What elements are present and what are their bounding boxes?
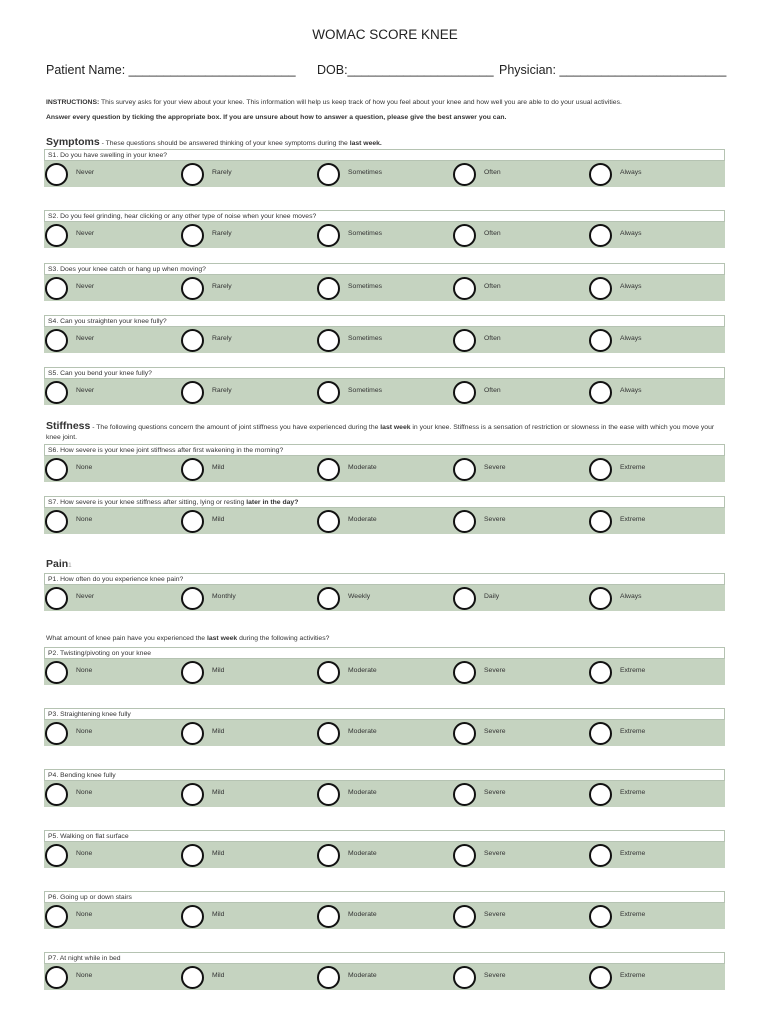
radio-circle-icon[interactable] — [589, 277, 612, 300]
answer-option-label: Severe — [484, 911, 506, 918]
question-label: S6. How severe is your knee joint stiffness after first wakening in the morning? — [44, 444, 725, 456]
answer-option[interactable] — [588, 161, 724, 187]
answer-option-label: Daily — [484, 593, 500, 600]
symptoms-heading: Symptoms — [46, 136, 100, 148]
symptoms-desc: - These questions should be answered thinking of your knee symptoms during the — [99, 140, 350, 147]
answer-option-label: Moderate — [348, 667, 377, 674]
radio-circle-icon[interactable] — [317, 458, 340, 481]
answer-option-label: Extreme — [620, 667, 646, 674]
question-label — [44, 496, 725, 508]
answer-option[interactable] — [316, 659, 452, 685]
radio-circle-icon[interactable] — [317, 905, 340, 928]
answer-option[interactable] — [180, 842, 316, 868]
stiffness-heading: Stiffness — [46, 420, 91, 432]
answer-option[interactable] — [588, 964, 724, 990]
answer-option[interactable] — [180, 161, 316, 187]
radio-circle-icon[interactable] — [181, 224, 204, 247]
question-label: S5. Can you bend your knee fully? — [44, 367, 725, 379]
pain-intro-text: What amount of knee pain have you experienced the — [46, 635, 207, 642]
answer-option-label: Often — [484, 230, 501, 237]
pain-intro-bold: last week — [206, 635, 238, 642]
radio-circle-icon[interactable] — [317, 722, 340, 745]
answer-option[interactable] — [452, 842, 588, 868]
answer-option-label: Moderate — [348, 850, 377, 857]
answer-option[interactable] — [452, 659, 588, 685]
question-label: S1. Do you have swelling in your knee? — [44, 149, 725, 161]
answer-option[interactable] — [180, 964, 316, 990]
answer-option[interactable] — [44, 161, 180, 187]
radio-circle-icon[interactable] — [453, 458, 476, 481]
answer-option[interactable] — [180, 275, 316, 301]
radio-circle-icon[interactable] — [181, 163, 204, 186]
radio-circle-icon[interactable] — [453, 783, 476, 806]
radio-circle-icon[interactable] — [453, 722, 476, 745]
radio-circle-icon[interactable] — [181, 661, 204, 684]
radio-circle-icon[interactable] — [181, 783, 204, 806]
answer-options-row — [44, 508, 725, 534]
answer-option[interactable] — [44, 585, 180, 611]
answer-option-label: Never — [76, 230, 95, 237]
answer-option-label: Often — [484, 335, 501, 342]
answer-option-label: Often — [484, 169, 501, 176]
answer-option-label: Rarely — [212, 387, 232, 394]
answer-option-label: Never — [76, 593, 95, 600]
radio-circle-icon[interactable] — [181, 277, 204, 300]
answer-option-label: Extreme — [620, 972, 646, 979]
radio-circle-icon[interactable] — [589, 329, 612, 352]
pain-heading-sup: 1 — [68, 563, 72, 569]
answer-option[interactable] — [180, 659, 316, 685]
radio-circle-icon[interactable] — [317, 381, 340, 404]
answer-option-label: Severe — [484, 789, 506, 796]
answer-option[interactable] — [588, 275, 724, 301]
answer-option[interactable] — [44, 456, 180, 482]
answer-option-label: Severe — [484, 728, 506, 735]
answer-option[interactable] — [588, 379, 724, 405]
answer-options-row — [44, 222, 725, 248]
answer-option[interactable] — [316, 508, 452, 534]
answer-option[interactable] — [44, 659, 180, 685]
answer-option-label: Moderate — [348, 516, 377, 523]
answer-option[interactable] — [588, 842, 724, 868]
answer-option[interactable] — [180, 781, 316, 807]
radio-circle-icon[interactable] — [45, 587, 68, 610]
answer-option[interactable] — [452, 327, 588, 353]
answer-option[interactable] — [44, 275, 180, 301]
radio-circle-icon[interactable] — [45, 783, 68, 806]
radio-circle-icon[interactable] — [181, 966, 204, 989]
question-label: P3. Straightening knee fully — [44, 708, 725, 720]
answer-option[interactable] — [316, 379, 452, 405]
answer-options-row — [44, 903, 725, 929]
answer-option-label: Sometimes — [348, 283, 382, 290]
radio-circle-icon[interactable] — [181, 844, 204, 867]
answer-option-label: Always — [620, 230, 642, 237]
answer-option-label: Moderate — [348, 728, 377, 735]
answer-option-label: Severe — [484, 516, 506, 523]
radio-circle-icon[interactable] — [453, 661, 476, 684]
dob-field[interactable]: DOB:_____________________ — [317, 63, 494, 77]
answer-option-label: Extreme — [620, 911, 646, 918]
radio-circle-icon[interactable] — [317, 510, 340, 533]
answer-option-label: Mild — [212, 789, 225, 796]
radio-circle-icon[interactable] — [589, 722, 612, 745]
answer-option-label: Always — [620, 387, 642, 394]
answer-options-row — [44, 781, 725, 807]
answer-option-label: Extreme — [620, 789, 646, 796]
pain-section-header — [46, 558, 72, 570]
question-label-bold: later in the day? — [246, 499, 299, 506]
answer-option-label: Always — [620, 169, 642, 176]
radio-circle-icon[interactable] — [589, 224, 612, 247]
answer-option[interactable] — [588, 659, 724, 685]
radio-circle-icon[interactable] — [181, 381, 204, 404]
answer-option[interactable] — [180, 379, 316, 405]
radio-circle-icon[interactable] — [45, 163, 68, 186]
question-label: P2. Twisting/pivoting on your knee — [44, 647, 725, 659]
answer-option-label: Always — [620, 283, 642, 290]
answer-options-row — [44, 659, 725, 685]
radio-circle-icon[interactable] — [589, 587, 612, 610]
radio-circle-icon[interactable] — [453, 163, 476, 186]
answer-option-label: Rarely — [212, 169, 232, 176]
answer-option[interactable] — [316, 585, 452, 611]
radio-circle-icon[interactable] — [45, 905, 68, 928]
answer-option-label: Extreme — [620, 850, 646, 857]
answer-option-label: Sometimes — [348, 335, 382, 342]
radio-circle-icon[interactable] — [589, 905, 612, 928]
radio-circle-icon[interactable] — [317, 783, 340, 806]
radio-circle-icon[interactable] — [453, 329, 476, 352]
answer-option[interactable] — [44, 781, 180, 807]
radio-circle-icon[interactable] — [45, 722, 68, 745]
instructions — [46, 99, 622, 106]
answer-option[interactable] — [588, 585, 724, 611]
radio-circle-icon[interactable] — [589, 661, 612, 684]
radio-circle-icon[interactable] — [317, 587, 340, 610]
answer-option[interactable] — [316, 222, 452, 248]
answer-option-label: Mild — [212, 728, 225, 735]
answer-option-label: Never — [76, 387, 95, 394]
answer-option-label: Never — [76, 335, 95, 342]
stiffness-desc: - The following questions concern the amount of joint stiffness you have experienced during the — [90, 424, 381, 431]
radio-circle-icon[interactable] — [317, 844, 340, 867]
answer-option[interactable] — [452, 222, 588, 248]
answer-option-label: Never — [76, 283, 95, 290]
answer-option[interactable] — [180, 327, 316, 353]
answer-option[interactable] — [452, 720, 588, 746]
answer-option-label: Moderate — [348, 464, 377, 471]
question-label: S2. Do you feel grinding, hear clicking or any other type of noise when your knee moves? — [44, 210, 725, 222]
answer-options-row — [44, 585, 725, 611]
instructions-label: INSTRUCTIONS: — [46, 99, 100, 106]
answer-option[interactable] — [44, 720, 180, 746]
answer-option-label: Extreme — [620, 464, 646, 471]
answer-option[interactable] — [452, 508, 588, 534]
question-label: S3. Does your knee catch or hang up when moving? — [44, 263, 725, 275]
answer-option-label: None — [76, 516, 93, 523]
answer-option-label: Monthly — [212, 593, 236, 600]
answer-option[interactable] — [588, 903, 724, 929]
answer-option-label: Mild — [212, 972, 225, 979]
radio-circle-icon[interactable] — [589, 381, 612, 404]
radio-circle-icon[interactable] — [453, 905, 476, 928]
answer-option[interactable] — [588, 222, 724, 248]
radio-circle-icon[interactable] — [45, 844, 68, 867]
answer-option-label: Mild — [212, 911, 225, 918]
answer-option[interactable] — [316, 842, 452, 868]
answer-option[interactable] — [452, 585, 588, 611]
answer-option[interactable] — [180, 903, 316, 929]
radio-circle-icon[interactable] — [453, 587, 476, 610]
form-title: WOMAC SCORE KNEE — [312, 27, 458, 42]
radio-circle-icon[interactable] — [181, 587, 204, 610]
radio-circle-icon[interactable] — [317, 329, 340, 352]
question-label: P7. At night while in bed — [44, 952, 725, 964]
answer-option[interactable] — [452, 275, 588, 301]
answer-option-label: Often — [484, 283, 501, 290]
answer-option-label: Mild — [212, 667, 225, 674]
answer-option[interactable] — [316, 903, 452, 929]
answer-option-label: None — [76, 911, 93, 918]
answer-option[interactable] — [316, 456, 452, 482]
answer-option[interactable] — [452, 964, 588, 990]
radio-circle-icon[interactable] — [589, 510, 612, 533]
answer-options-row — [44, 327, 725, 353]
radio-circle-icon[interactable] — [45, 458, 68, 481]
answer-option[interactable] — [452, 379, 588, 405]
radio-circle-icon[interactable] — [45, 329, 68, 352]
answer-options-row — [44, 720, 725, 746]
answer-option-label: Mild — [212, 850, 225, 857]
answer-option[interactable] — [180, 720, 316, 746]
answer-options-row — [44, 379, 725, 405]
radio-circle-icon[interactable] — [181, 905, 204, 928]
answer-option[interactable] — [588, 508, 724, 534]
radio-circle-icon[interactable] — [317, 224, 340, 247]
question-label-text: S7. How severe is your knee stiffness after sitting, lying or resting — [48, 499, 247, 506]
answer-option-label: Severe — [484, 667, 506, 674]
answer-option-label: Rarely — [212, 335, 232, 342]
stiffness-desc-rest: in your knee. Stiffness is a sensation of restriction or slowness in the ease with which you move your knee joint. — [46, 424, 715, 441]
answer-option-label: Severe — [484, 464, 506, 471]
patient-name-field[interactable]: Patient Name: ________________________ — [46, 63, 296, 77]
radio-circle-icon[interactable] — [317, 966, 340, 989]
radio-circle-icon[interactable] — [45, 381, 68, 404]
answer-option-label: Extreme — [620, 728, 646, 735]
radio-circle-icon[interactable] — [317, 661, 340, 684]
question-label: P5. Walking on flat surface — [44, 830, 725, 842]
question-label: S4. Can you straighten your knee fully? — [44, 315, 725, 327]
radio-circle-icon[interactable] — [589, 844, 612, 867]
answer-option-label: Always — [620, 593, 642, 600]
answer-option-label: Always — [620, 335, 642, 342]
answer-option-label: None — [76, 972, 93, 979]
radio-circle-icon[interactable] — [453, 510, 476, 533]
pain-intro — [46, 635, 329, 642]
question-label: P4. Bending knee fully — [44, 769, 725, 781]
radio-circle-icon[interactable] — [317, 163, 340, 186]
answer-option[interactable] — [316, 161, 452, 187]
radio-circle-icon[interactable] — [181, 458, 204, 481]
answer-option-label: None — [76, 789, 93, 796]
answer-option-label: Mild — [212, 516, 225, 523]
answer-option[interactable] — [180, 222, 316, 248]
answer-option-label: Never — [76, 169, 95, 176]
answer-options-row — [44, 964, 725, 990]
answer-option-label: Moderate — [348, 911, 377, 918]
answer-option-label: Sometimes — [348, 387, 382, 394]
radio-circle-icon[interactable] — [317, 277, 340, 300]
radio-circle-icon[interactable] — [589, 783, 612, 806]
physician-field[interactable]: Physician: ________________________ — [499, 63, 727, 77]
answer-option-label: Extreme — [620, 516, 646, 523]
radio-circle-icon[interactable] — [589, 458, 612, 481]
answer-options-row — [44, 161, 725, 187]
answer-option[interactable] — [316, 720, 452, 746]
answer-option[interactable] — [44, 327, 180, 353]
answer-option[interactable] — [44, 842, 180, 868]
symptoms-section-header — [46, 136, 382, 148]
answer-option[interactable] — [588, 456, 724, 482]
stiffness-desc-bold: last week — [380, 424, 411, 431]
answer-option-label: Rarely — [212, 230, 232, 237]
pain-intro-rest: during the following activities? — [237, 635, 330, 642]
radio-circle-icon[interactable] — [453, 844, 476, 867]
answer-option-label: Sometimes — [348, 230, 382, 237]
answer-options-row — [44, 275, 725, 301]
answer-option-label: Moderate — [348, 789, 377, 796]
answer-option[interactable] — [44, 222, 180, 248]
answer-option-label: Moderate — [348, 972, 377, 979]
answer-options-row — [44, 456, 725, 482]
radio-circle-icon[interactable] — [453, 381, 476, 404]
radio-circle-icon[interactable] — [181, 329, 204, 352]
answer-option[interactable] — [44, 964, 180, 990]
answer-option[interactable] — [44, 379, 180, 405]
answer-option[interactable] — [44, 903, 180, 929]
answer-option[interactable] — [316, 275, 452, 301]
answer-option-label: Often — [484, 387, 501, 394]
question-label: P1. How often do you experience knee pain? — [44, 573, 725, 585]
question-label: P6. Going up or down stairs — [44, 891, 725, 903]
answer-option-label: None — [76, 728, 93, 735]
radio-circle-icon[interactable] — [453, 966, 476, 989]
answer-option-label: Sometimes — [348, 169, 382, 176]
answer-option-label: None — [76, 667, 93, 674]
answer-option[interactable] — [180, 585, 316, 611]
answer-options-row — [44, 842, 725, 868]
radio-circle-icon[interactable] — [589, 966, 612, 989]
answer-option[interactable] — [452, 161, 588, 187]
radio-circle-icon[interactable] — [45, 966, 68, 989]
radio-circle-icon[interactable] — [181, 510, 204, 533]
radio-circle-icon[interactable] — [453, 224, 476, 247]
answer-option[interactable] — [588, 781, 724, 807]
stiffness-section-header — [46, 421, 726, 443]
radio-circle-icon[interactable] — [453, 277, 476, 300]
answer-option-label: None — [76, 850, 93, 857]
instructions-text: This survey asks for your view about your knee. This information will help us keep track of how you feel about your knee and how well you are able to do your usual activities. — [99, 99, 622, 106]
answer-option[interactable] — [588, 720, 724, 746]
instructions-line2: Answer every question by ticking the appropriate box. If you are unsure about how to answer a question, please give the best answer you can. — [46, 114, 507, 121]
answer-option-label: Rarely — [212, 283, 232, 290]
answer-option[interactable] — [316, 327, 452, 353]
radio-circle-icon[interactable] — [45, 510, 68, 533]
answer-option[interactable] — [452, 903, 588, 929]
answer-option-label: Weekly — [348, 593, 371, 600]
answer-option[interactable] — [588, 327, 724, 353]
radio-circle-icon[interactable] — [589, 163, 612, 186]
answer-option[interactable] — [180, 508, 316, 534]
pain-heading: Pain — [46, 558, 69, 570]
answer-option[interactable] — [452, 781, 588, 807]
answer-option[interactable] — [452, 456, 588, 482]
answer-option-label: None — [76, 464, 93, 471]
symptoms-desc-bold: last week. — [349, 140, 382, 147]
radio-circle-icon[interactable] — [45, 224, 68, 247]
radio-circle-icon[interactable] — [181, 722, 204, 745]
answer-option[interactable] — [316, 964, 452, 990]
answer-option-label: Severe — [484, 972, 506, 979]
answer-option-label: Mild — [212, 464, 225, 471]
radio-circle-icon[interactable] — [45, 277, 68, 300]
answer-option-label: Severe — [484, 850, 506, 857]
answer-option[interactable] — [180, 456, 316, 482]
answer-option[interactable] — [44, 508, 180, 534]
answer-option[interactable] — [316, 781, 452, 807]
radio-circle-icon[interactable] — [45, 661, 68, 684]
